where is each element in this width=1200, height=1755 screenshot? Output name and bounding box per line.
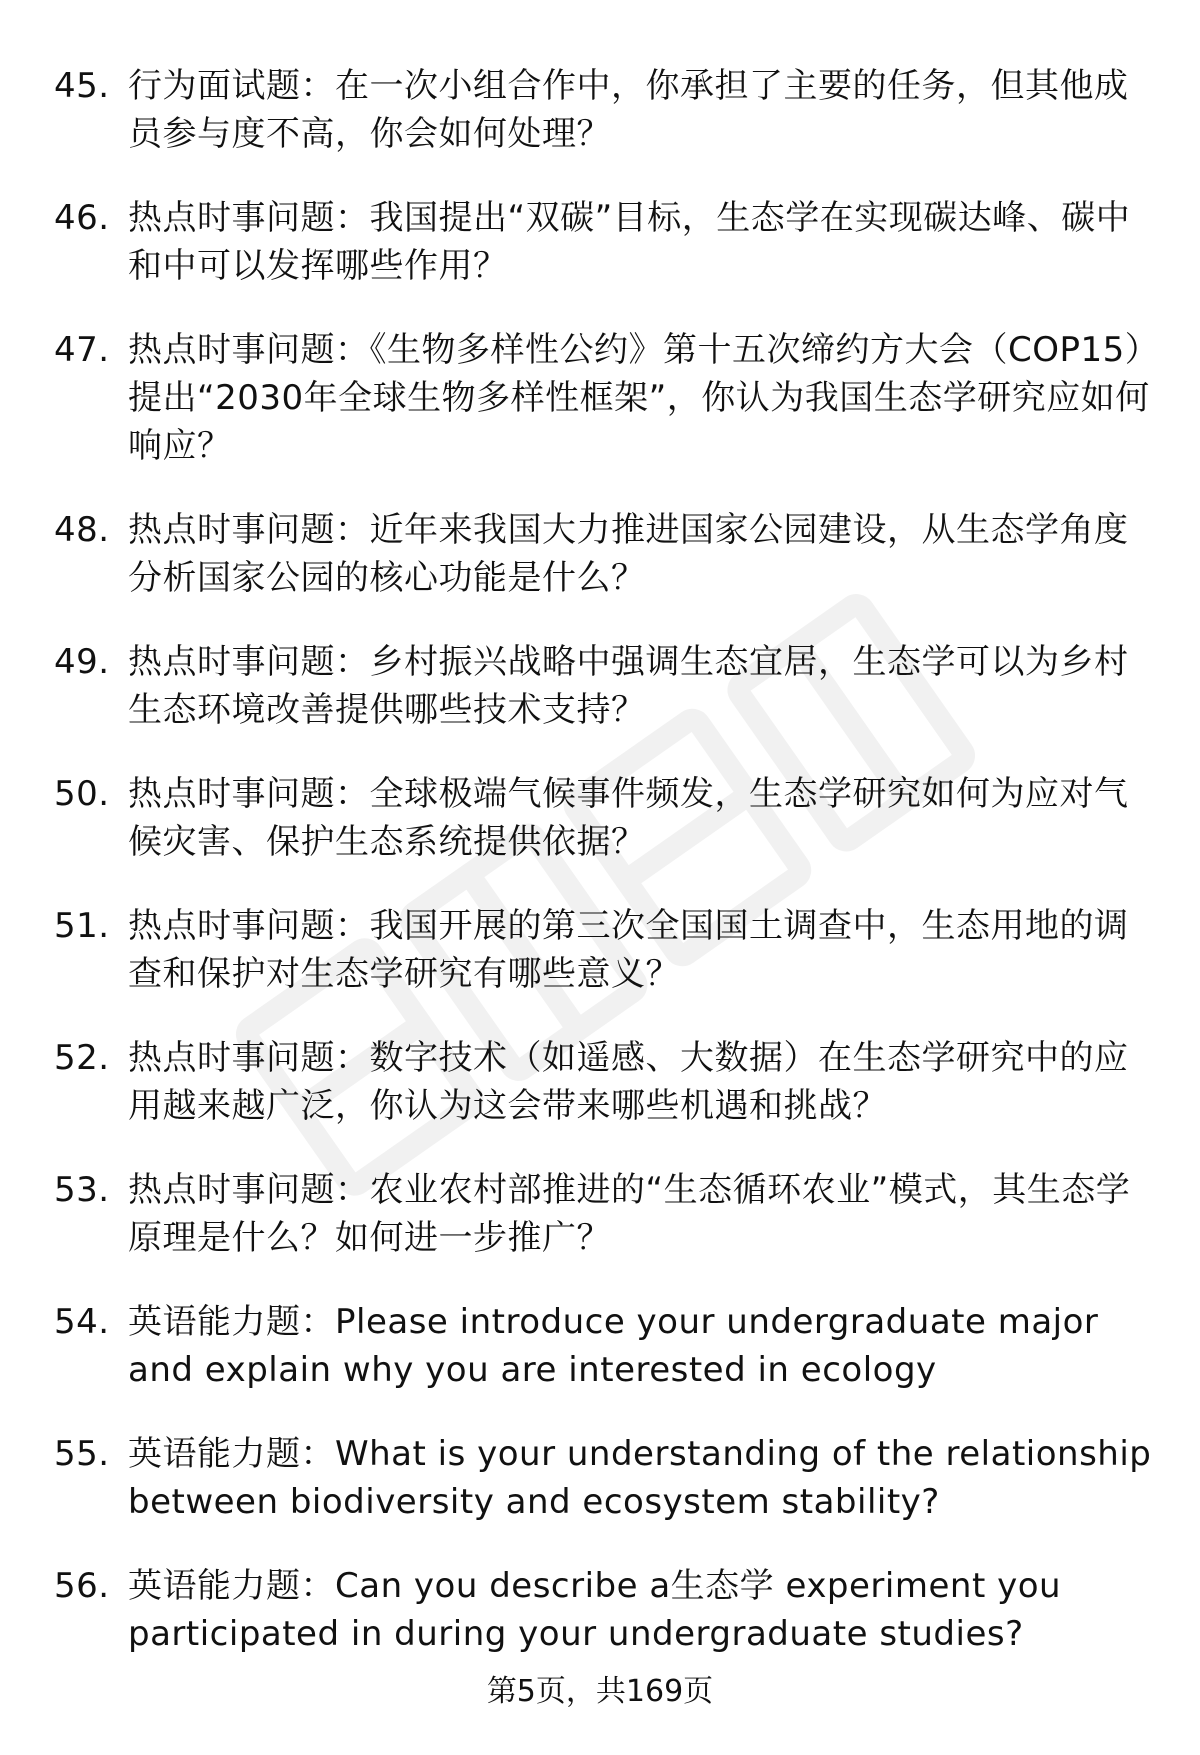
question-number: 47.	[54, 330, 110, 370]
question-text: 热点时事问题：全球极端气候事件频发，生态学研究如何为应对气候灾害、保护生态系统提供依据？	[128, 774, 1129, 862]
question-item	[54, 1562, 1154, 1658]
question-item	[54, 326, 1154, 470]
question-item	[54, 506, 1154, 602]
question-number: 55.	[54, 1434, 110, 1474]
question-text: 热点时事问题：乡村振兴战略中强调生态宜居，生态学可以为乡村生态环境改善提供哪些技术支持？	[128, 642, 1129, 730]
question-item	[54, 770, 1154, 866]
question-item	[54, 194, 1154, 290]
question-list	[54, 62, 1154, 1694]
question-number: 54.	[54, 1302, 110, 1342]
question-number: 46.	[54, 198, 110, 238]
question-text: 英语能力题：Please introduce your undergraduate major and explain why you are interested in ecology	[128, 1302, 1099, 1390]
question-item	[54, 638, 1154, 734]
question-text: 热点时事问题：数字技术（如遥感、大数据）在生态学研究中的应用越来越广泛，你认为这会带来哪些机遇和挑战？	[128, 1038, 1129, 1126]
question-number: 53.	[54, 1170, 110, 1210]
question-text: 英语能力题：What is your understanding of the relationship between biodiversity and ecosystem stability?	[128, 1434, 1152, 1522]
question-text: 热点时事问题：《生物多样性公约》第十五次缔约方大会（COP15）提出“2030年全球生物多样性框架”，你认为我国生态学研究应如何响应？	[128, 330, 1150, 466]
question-item	[54, 1034, 1154, 1130]
question-item	[54, 1430, 1154, 1526]
question-text: 英语能力题：Can you describe a生态学 experiment you participated in during your undergraduate studies?	[128, 1566, 1062, 1654]
question-number: 49.	[54, 642, 110, 682]
question-number: 51.	[54, 906, 110, 946]
question-number: 48.	[54, 510, 110, 550]
question-number: 56.	[54, 1566, 110, 1606]
question-text: 热点时事问题：农业农村部推进的“生态循环农业”模式，其生态学原理是什么？如何进一步推广？	[128, 1170, 1131, 1258]
question-item	[54, 1166, 1154, 1262]
question-item	[54, 1298, 1154, 1394]
question-text: 热点时事问题：我国提出“双碳”目标，生态学在实现碳达峰、碳中和中可以发挥哪些作用？	[128, 198, 1131, 286]
question-number: 52.	[54, 1038, 110, 1078]
question-text: 热点时事问题：我国开展的第三次全国国土调查中，生态用地的调查和保护对生态学研究有哪些意义？	[128, 906, 1129, 994]
question-number: 45.	[54, 66, 110, 106]
question-item	[54, 902, 1154, 998]
question-text: 热点时事问题：近年来我国大力推进国家公园建设，从生态学角度分析国家公园的核心功能是什么？	[128, 510, 1129, 598]
page-number-footer: 第5页，共169页	[486, 1674, 714, 1709]
question-item	[54, 62, 1154, 158]
question-number: 50.	[54, 774, 110, 814]
question-text: 行为面试题：在一次小组合作中，你承担了主要的任务，但其他成员参与度不高，你会如何处理？	[128, 66, 1129, 154]
